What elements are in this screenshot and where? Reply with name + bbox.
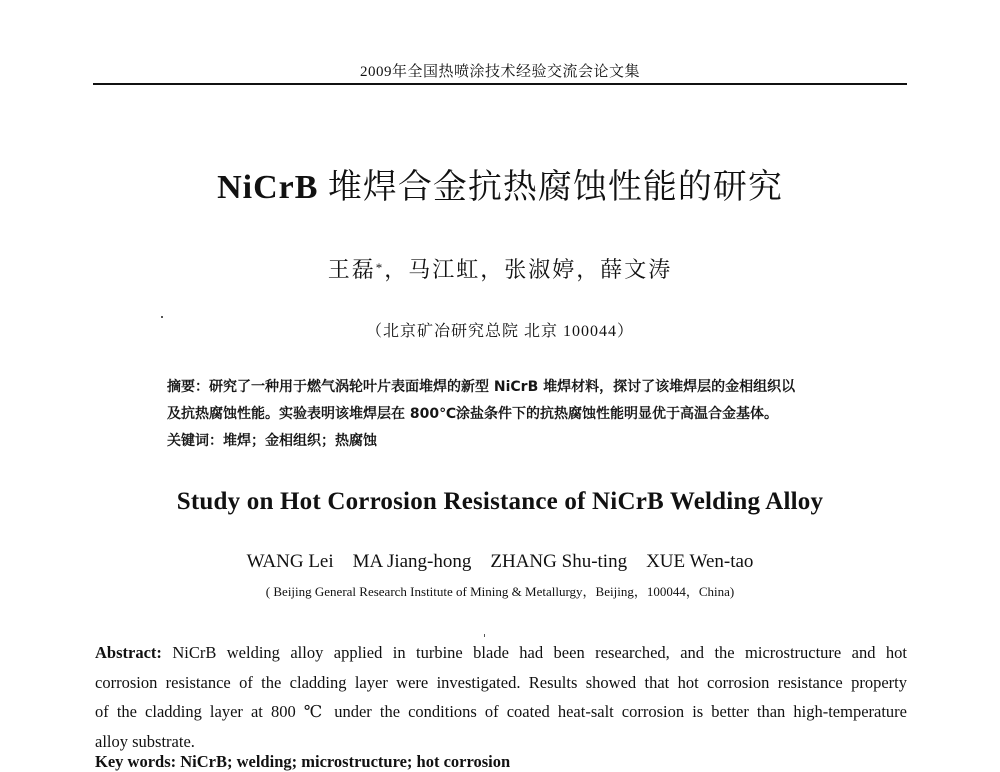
running-header: 2009年全国热喷涂技术经验交流会论文集 [359, 64, 640, 80]
english-abstract-line: alloy substrate. [95, 731, 195, 751]
scan-speck [161, 316, 163, 318]
chinese-affiliation: （北京矿冶研究总院 北京 100044） [365, 323, 634, 340]
chinese-abstract-line: 摘要：研究了一种用于燃气涡轮叶片表面堆焊的新型 NiCrB 堆焊材料，探讨了该堆焊层的金相组织以 [167, 379, 796, 395]
english-keywords-partial: Key words: NiCrB; welding; microstructure; hot corrosion [95, 752, 511, 771]
corresponding-author-mark: * [375, 260, 385, 275]
english-title: Study on Hot Corrosion Resistance of NiCrB Welding Alloy [176, 488, 824, 515]
english-affiliation: ( Beijing General Research Institute of Mining & Metallurgy，Beijing，100044，China) [265, 584, 735, 599]
english-abstract-line: of the cladding layer at 800 ℃ under the conditions of coated heat-salt corrosion is better than high-temperature [95, 702, 907, 721]
chinese-abstract [167, 374, 867, 455]
english-authors: WANG Lei MA Jiang-hong ZHANG Shu-ting XUE Wen-tao [246, 551, 754, 572]
abstract-text: NiCrB welding alloy applied in turbine blade had been researched, and the microstructure and hot [161, 643, 907, 662]
chinese-keywords: 关键词：堆焊；金相组织；热腐蚀 [167, 433, 377, 449]
english-abstract [95, 638, 907, 756]
english-abstract-line: corrosion resistance of the cladding layer were investigated. Results showed that hot corrosion resistance property [95, 672, 907, 692]
other-authors: ，马江虹，张淑婷，薛文涛 [384, 257, 673, 282]
scan-speck [484, 634, 485, 637]
abstract-label: Abstract: [95, 643, 162, 662]
english-abstract-line [95, 638, 907, 668]
chinese-abstract-line: 及抗热腐蚀性能。实验表明该堆焊层在 800℃涂盐条件下的抗热腐蚀性能明显优于高温合金基体。 [167, 406, 779, 422]
corresponding-author: 王磊 [327, 257, 376, 282]
chinese-title-latin: NiCrB [217, 169, 319, 206]
chinese-title [0, 166, 1000, 210]
chinese-title-cjk: 堆焊合金抗热腐蚀性能的研究 [318, 169, 783, 206]
chinese-authors [0, 255, 1000, 285]
header-rule [93, 83, 907, 85]
